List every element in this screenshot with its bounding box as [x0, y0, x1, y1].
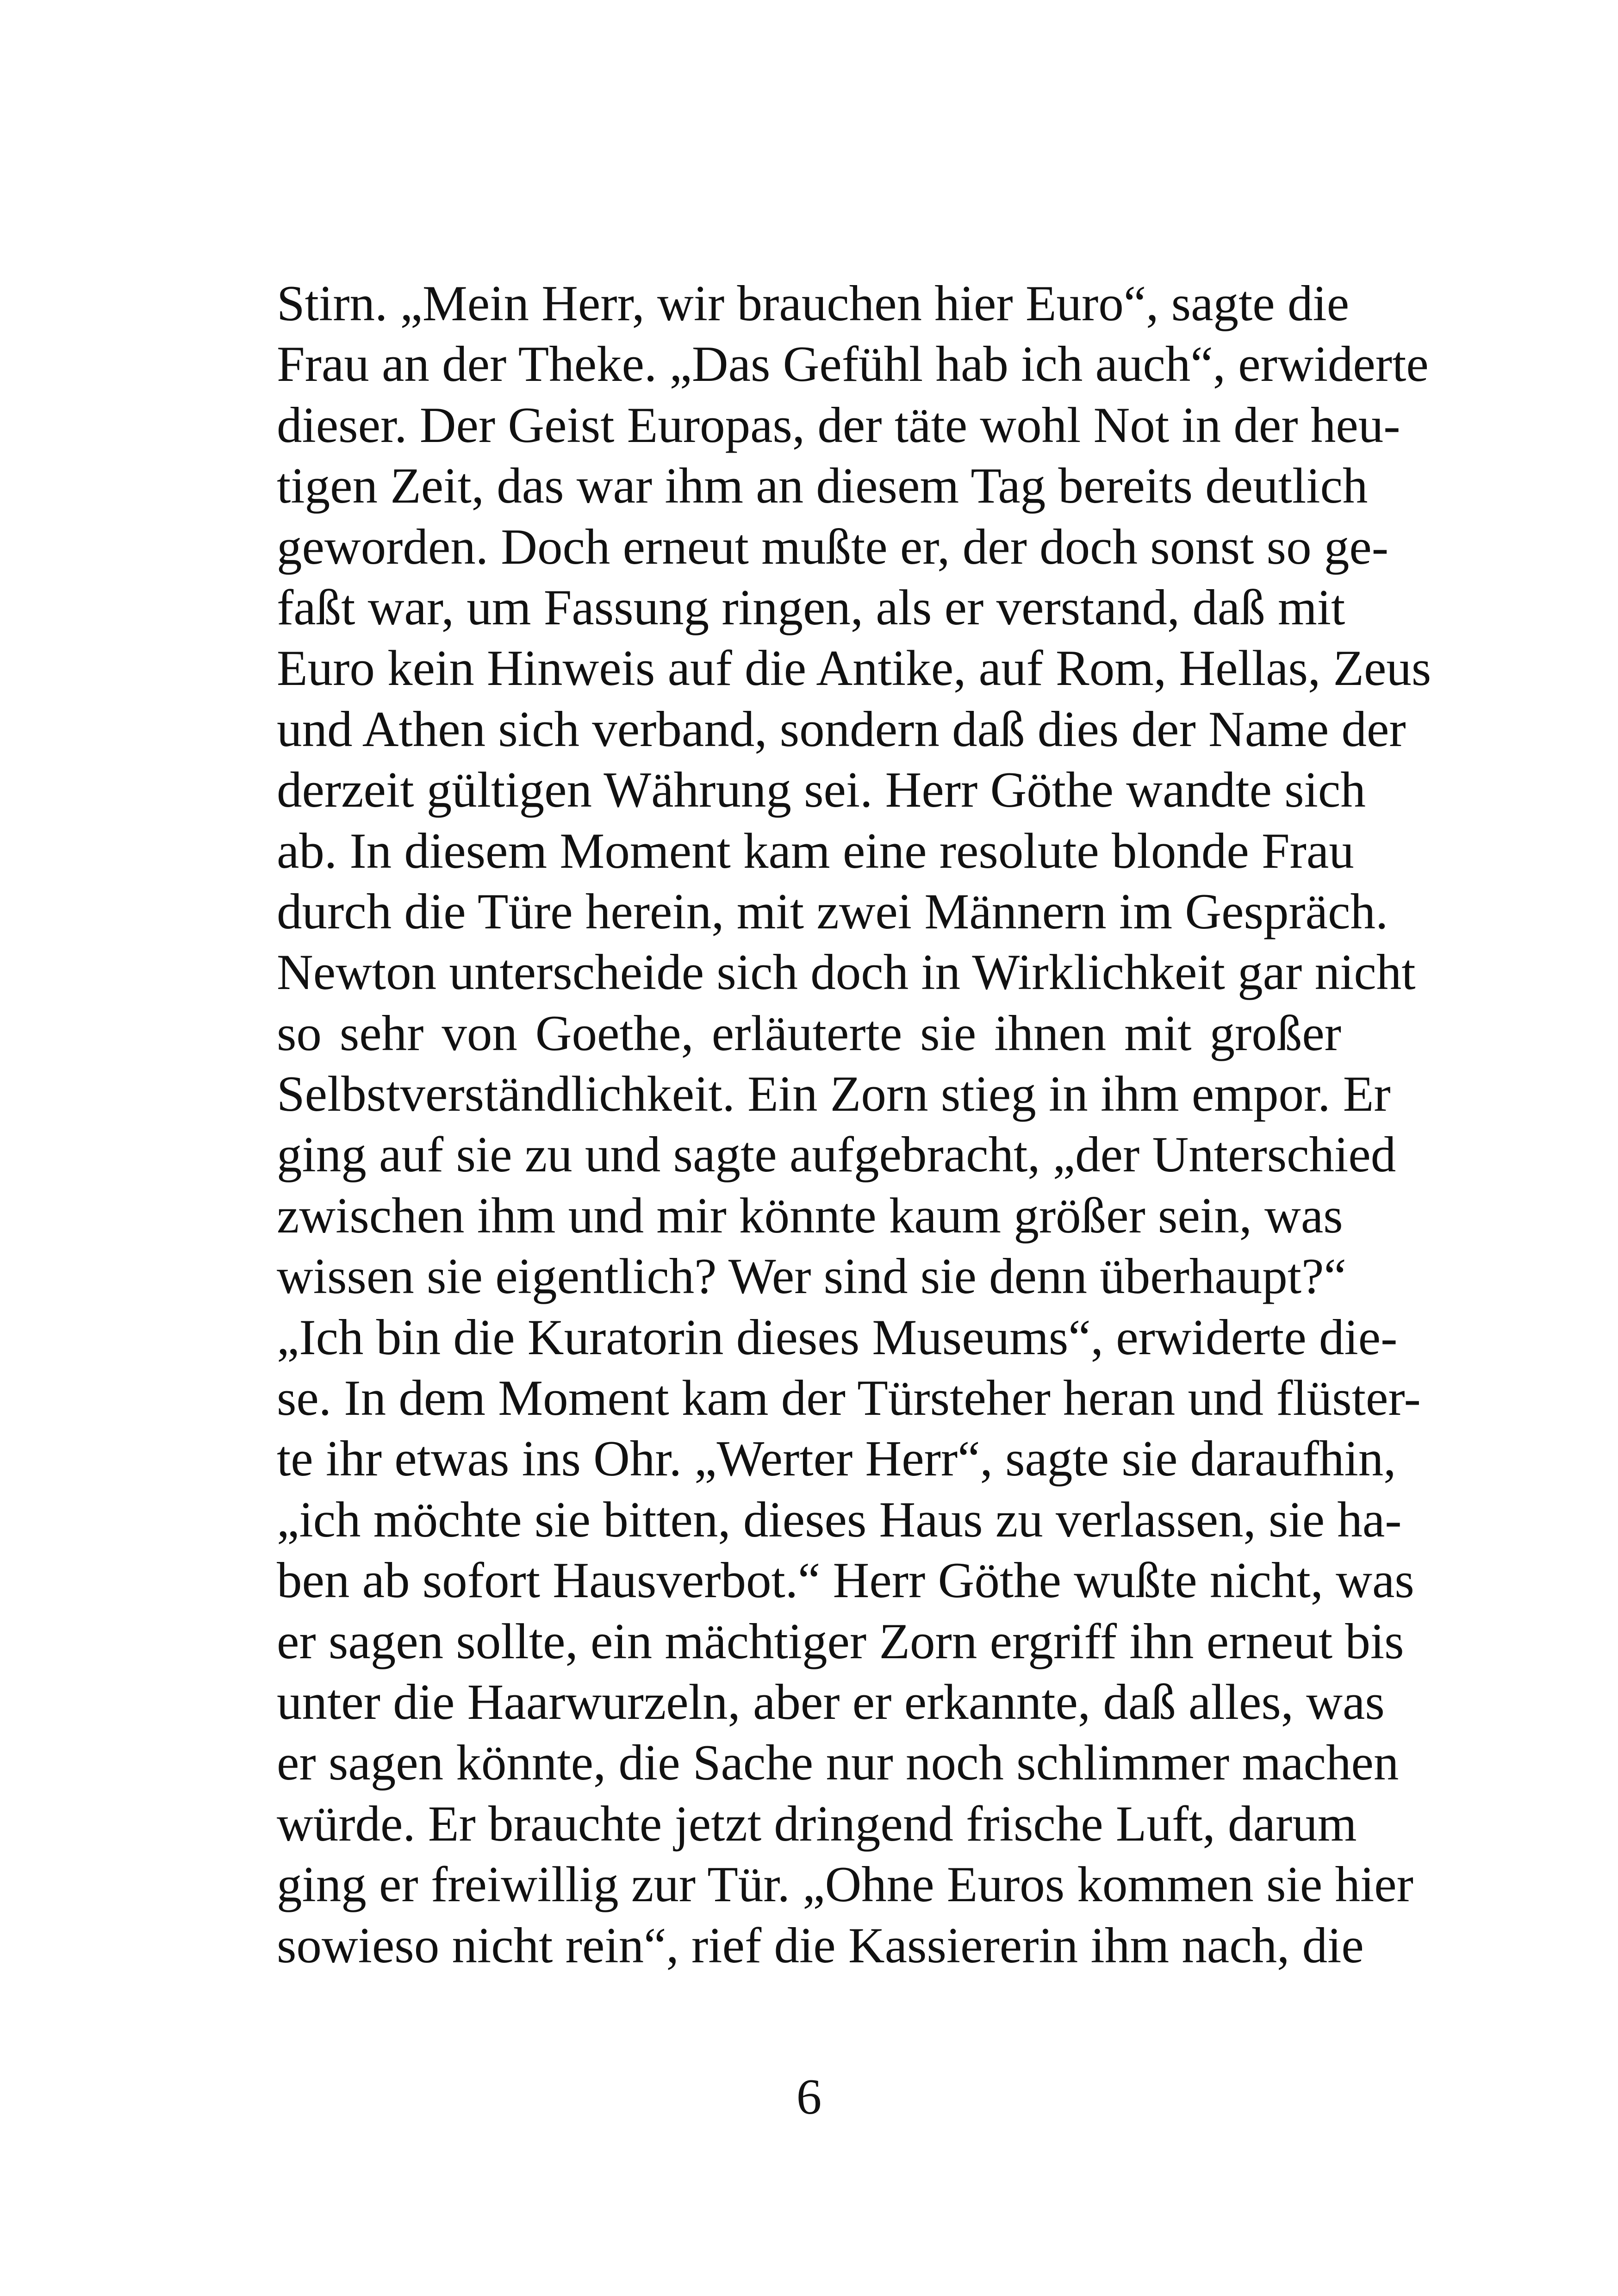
text-line: wissen sie eigentlich? Wer sind sie denn überhaupt?“	[277, 1248, 1346, 1305]
text-line: ben ab sofort Hausverbot.“ Herr Göthe wußte nicht, was	[277, 1552, 1414, 1609]
text-line: ging er freiwillig zur Tür. „Ohne Euros kommen sie hier	[277, 1856, 1413, 1913]
text-line: ab. In diesem Moment kam eine resolute blonde Frau	[277, 822, 1354, 879]
text-line: zwischen ihm und mir könnte kaum größer sein, was	[277, 1187, 1343, 1244]
text-line: „Ich bin die Kuratorin dieses Museums“, erwiderte die-	[277, 1309, 1398, 1365]
body-text	[277, 273, 1431, 1976]
text-line: durch die Türe herein, mit zwei Männern im Gespräch.	[277, 883, 1388, 940]
text-line: unter die Haarwurzeln, aber er erkannte, daß alles, was	[277, 1674, 1385, 1730]
text-line: Frau an der Theke. „Das Gefühl hab ich auch“, erwiderte	[277, 336, 1429, 392]
text-line: Selbstverständlichkeit. Ein Zorn stieg in ihm empor. Er	[277, 1066, 1391, 1122]
text-line: er sagen sollte, ein mächtiger Zorn ergriff ihn erneut bis	[277, 1613, 1404, 1669]
text-line: faßt war, um Fassung ringen, als er verstand, daß mit	[277, 579, 1345, 635]
text-line: würde. Er brauchte jetzt dringend frische Luft, darum	[277, 1795, 1357, 1852]
text-line: sowieso nicht rein“, rief die Kassiererin ihm nach, die	[277, 1917, 1364, 1973]
text-line: se. In dem Moment kam der Türsteher heran und flüster-	[277, 1370, 1421, 1426]
text-line: dieser. Der Geist Europas, der täte wohl Not in der heu-	[277, 397, 1400, 453]
text-line: Stirn. „Mein Herr, wir brauchen hier Euro“, sagte die	[277, 275, 1350, 331]
text-line: tigen Zeit, das war ihm an diesem Tag bereits deutlich	[277, 458, 1368, 514]
text-line: derzeit gültigen Währung sei. Herr Göthe wandte sich	[277, 762, 1366, 818]
text-line: Newton unterscheide sich doch in Wirklichkeit gar nicht	[277, 944, 1416, 1001]
text-line: „ich möchte sie bitten, dieses Haus zu verlassen, sie ha-	[277, 1491, 1402, 1548]
text-line: so sehr von Goethe, erläuterte sie ihnen mit großer	[277, 1005, 1341, 1061]
text-line: te ihr etwas ins Ohr. „Werter Herr“, sagte sie daraufhin,	[277, 1431, 1396, 1487]
text-line: er sagen könnte, die Sache nur noch schlimmer machen	[277, 1735, 1399, 1791]
text-line: geworden. Doch erneut mußte er, der doch sonst so ge-	[277, 518, 1388, 575]
text-line: Euro kein Hinweis auf die Antike, auf Rom, Hellas, Zeus	[277, 640, 1431, 697]
page-number: 6	[796, 2069, 822, 2125]
text-line: und Athen sich verband, sondern daß dies der Name der	[277, 701, 1406, 757]
text-line: ging auf sie zu und sagte aufgebracht, „der Unterschied	[277, 1126, 1396, 1183]
